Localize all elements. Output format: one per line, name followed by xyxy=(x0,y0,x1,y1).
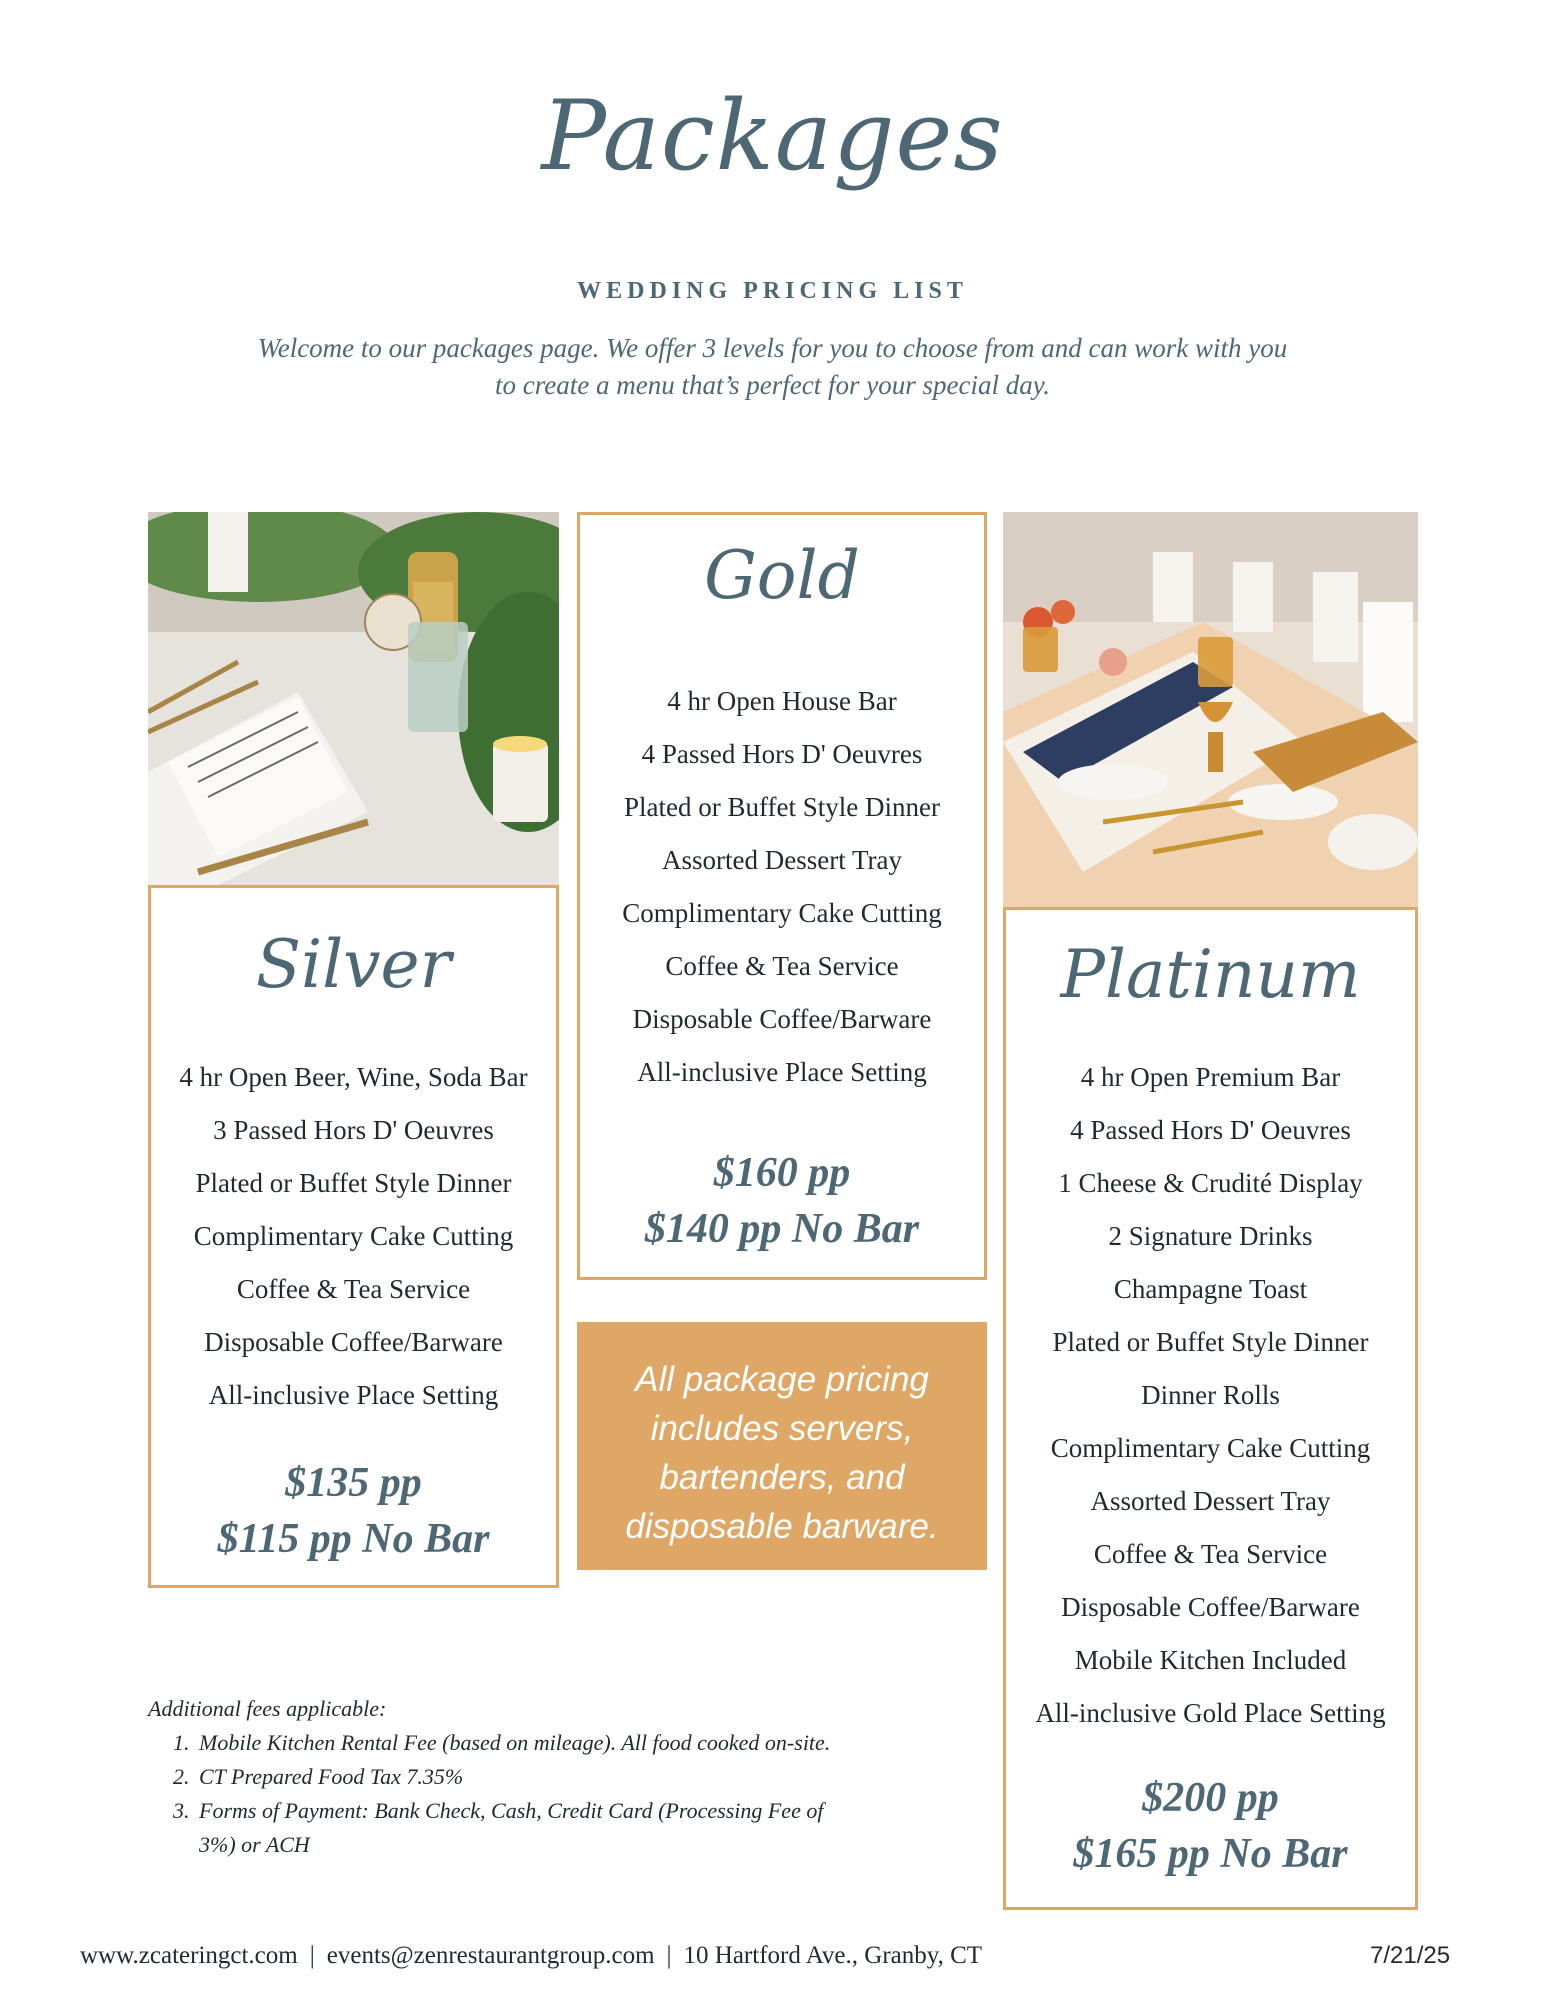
note-line-2: includes servers, xyxy=(650,1409,914,1448)
platinum-price-no-bar: $165 pp No Bar xyxy=(1073,1831,1348,1877)
list-item: Complimentary Cake Cutting xyxy=(1050,1433,1371,1463)
fees-title: Additional fees applicable: xyxy=(148,1696,387,1721)
silver-price-no-bar: $115 pp No Bar xyxy=(217,1516,490,1562)
page-title: Packages xyxy=(541,80,1004,192)
list-item: 2 Signature Drinks xyxy=(1108,1221,1313,1251)
silver-table-setting-photo xyxy=(148,512,559,885)
footer-separator: | xyxy=(666,1942,672,1969)
gold-price: $160 pp xyxy=(713,1150,851,1196)
list-item: All-inclusive Gold Place Setting xyxy=(1035,1698,1386,1728)
footer-separator: | xyxy=(309,1942,315,1969)
list-item: 4 hr Open Beer, Wine, Soda Bar xyxy=(179,1062,528,1092)
list-item: Mobile Kitchen Included xyxy=(1074,1645,1347,1675)
note-line-4: disposable barware. xyxy=(625,1507,939,1546)
list-item: Disposable Coffee/Barware xyxy=(1061,1592,1360,1622)
list-item: Disposable Coffee/Barware xyxy=(632,1004,932,1034)
note-line-1: All package pricing xyxy=(635,1360,929,1399)
list-item: Coffee & Tea Service xyxy=(1093,1539,1328,1569)
list-item: All-inclusive Place Setting xyxy=(208,1380,499,1410)
list-item: Assorted Dessert Tray xyxy=(1090,1486,1331,1516)
list-item: All-inclusive Place Setting xyxy=(637,1057,927,1087)
list-item: Plated or Buffet Style Dinner xyxy=(1052,1327,1369,1357)
list-item: 1 Cheese & Crudité Display xyxy=(1058,1168,1363,1198)
silver-package-items xyxy=(151,1051,556,1422)
platinum-price: $200 pp xyxy=(1142,1775,1279,1821)
list-item: Assorted Dessert Tray xyxy=(662,845,902,875)
gold-price-no-bar: $140 pp No Bar xyxy=(644,1206,920,1252)
gold-package-items xyxy=(580,675,984,1099)
intro-line-1: Welcome to our packages page. We offer 3 levels for you to choose from and can work with you xyxy=(257,333,1288,363)
list-item: Plated or Buffet Style Dinner xyxy=(624,792,940,822)
list-item: Plated or Buffet Style Dinner xyxy=(195,1168,512,1198)
silver-package-name: Silver xyxy=(255,926,452,1003)
intro-text xyxy=(240,330,1305,404)
list-item: Dinner Rolls xyxy=(1141,1380,1280,1410)
platinum-package-price xyxy=(1006,1770,1415,1882)
page-subtitle: WEDDING PRICING LIST xyxy=(577,278,968,304)
document-date: 7/21/25 xyxy=(1370,1942,1451,1969)
address-text: 10 Hartford Ave., Granby, CT xyxy=(683,1942,983,1969)
silver-package-card xyxy=(148,885,559,1588)
platinum-package-card xyxy=(1003,907,1418,1910)
note-line-3: bartenders, and xyxy=(659,1458,905,1497)
gold-package-card xyxy=(577,512,987,1280)
fee-item: 3. Forms of Payment: Bank Check, Cash, Credit Card (Processing Fee of 3%) or ACH xyxy=(195,1794,859,1862)
email-link[interactable]: events@zenrestaurantgroup.com xyxy=(326,1942,655,1969)
platinum-package-name: Platinum xyxy=(1060,936,1361,1013)
pricing-note-box xyxy=(577,1322,987,1570)
silver-package-price xyxy=(151,1455,556,1567)
intro-line-2: to create a menu that’s perfect for your special day. xyxy=(495,370,1050,400)
fees-list xyxy=(148,1726,948,1862)
list-item: 4 Passed Hors D' Oeuvres xyxy=(1070,1115,1351,1145)
fee-item: 1. Mobile Kitchen Rental Fee (based on mileage). All food cooked on-site. xyxy=(195,1726,948,1760)
list-item: Champagne Toast xyxy=(1113,1274,1308,1304)
list-item: Disposable Coffee/Barware xyxy=(204,1327,503,1357)
list-item: Complimentary Cake Cutting xyxy=(193,1221,514,1251)
list-item: 4 hr Open House Bar xyxy=(667,686,897,716)
footer-contact xyxy=(80,1942,982,1970)
gold-package-name: Gold xyxy=(704,537,860,614)
website-link[interactable]: www.zcateringct.com xyxy=(80,1942,298,1969)
additional-fees xyxy=(148,1692,948,1862)
platinum-reception-photo xyxy=(1003,512,1418,907)
list-item: Complimentary Cake Cutting xyxy=(622,898,942,928)
list-item: 3 Passed Hors D' Oeuvres xyxy=(213,1115,494,1145)
platinum-package-items xyxy=(1006,1051,1415,1740)
list-item: Coffee & Tea Service xyxy=(665,951,899,981)
list-item: 4 Passed Hors D' Oeuvres xyxy=(641,739,923,769)
fee-item: 2. CT Prepared Food Tax 7.35% xyxy=(195,1760,948,1794)
gold-package-price xyxy=(580,1145,984,1257)
list-item: 4 hr Open Premium Bar xyxy=(1080,1062,1341,1092)
list-item: Coffee & Tea Service xyxy=(236,1274,471,1304)
silver-price: $135 pp xyxy=(285,1460,422,1506)
